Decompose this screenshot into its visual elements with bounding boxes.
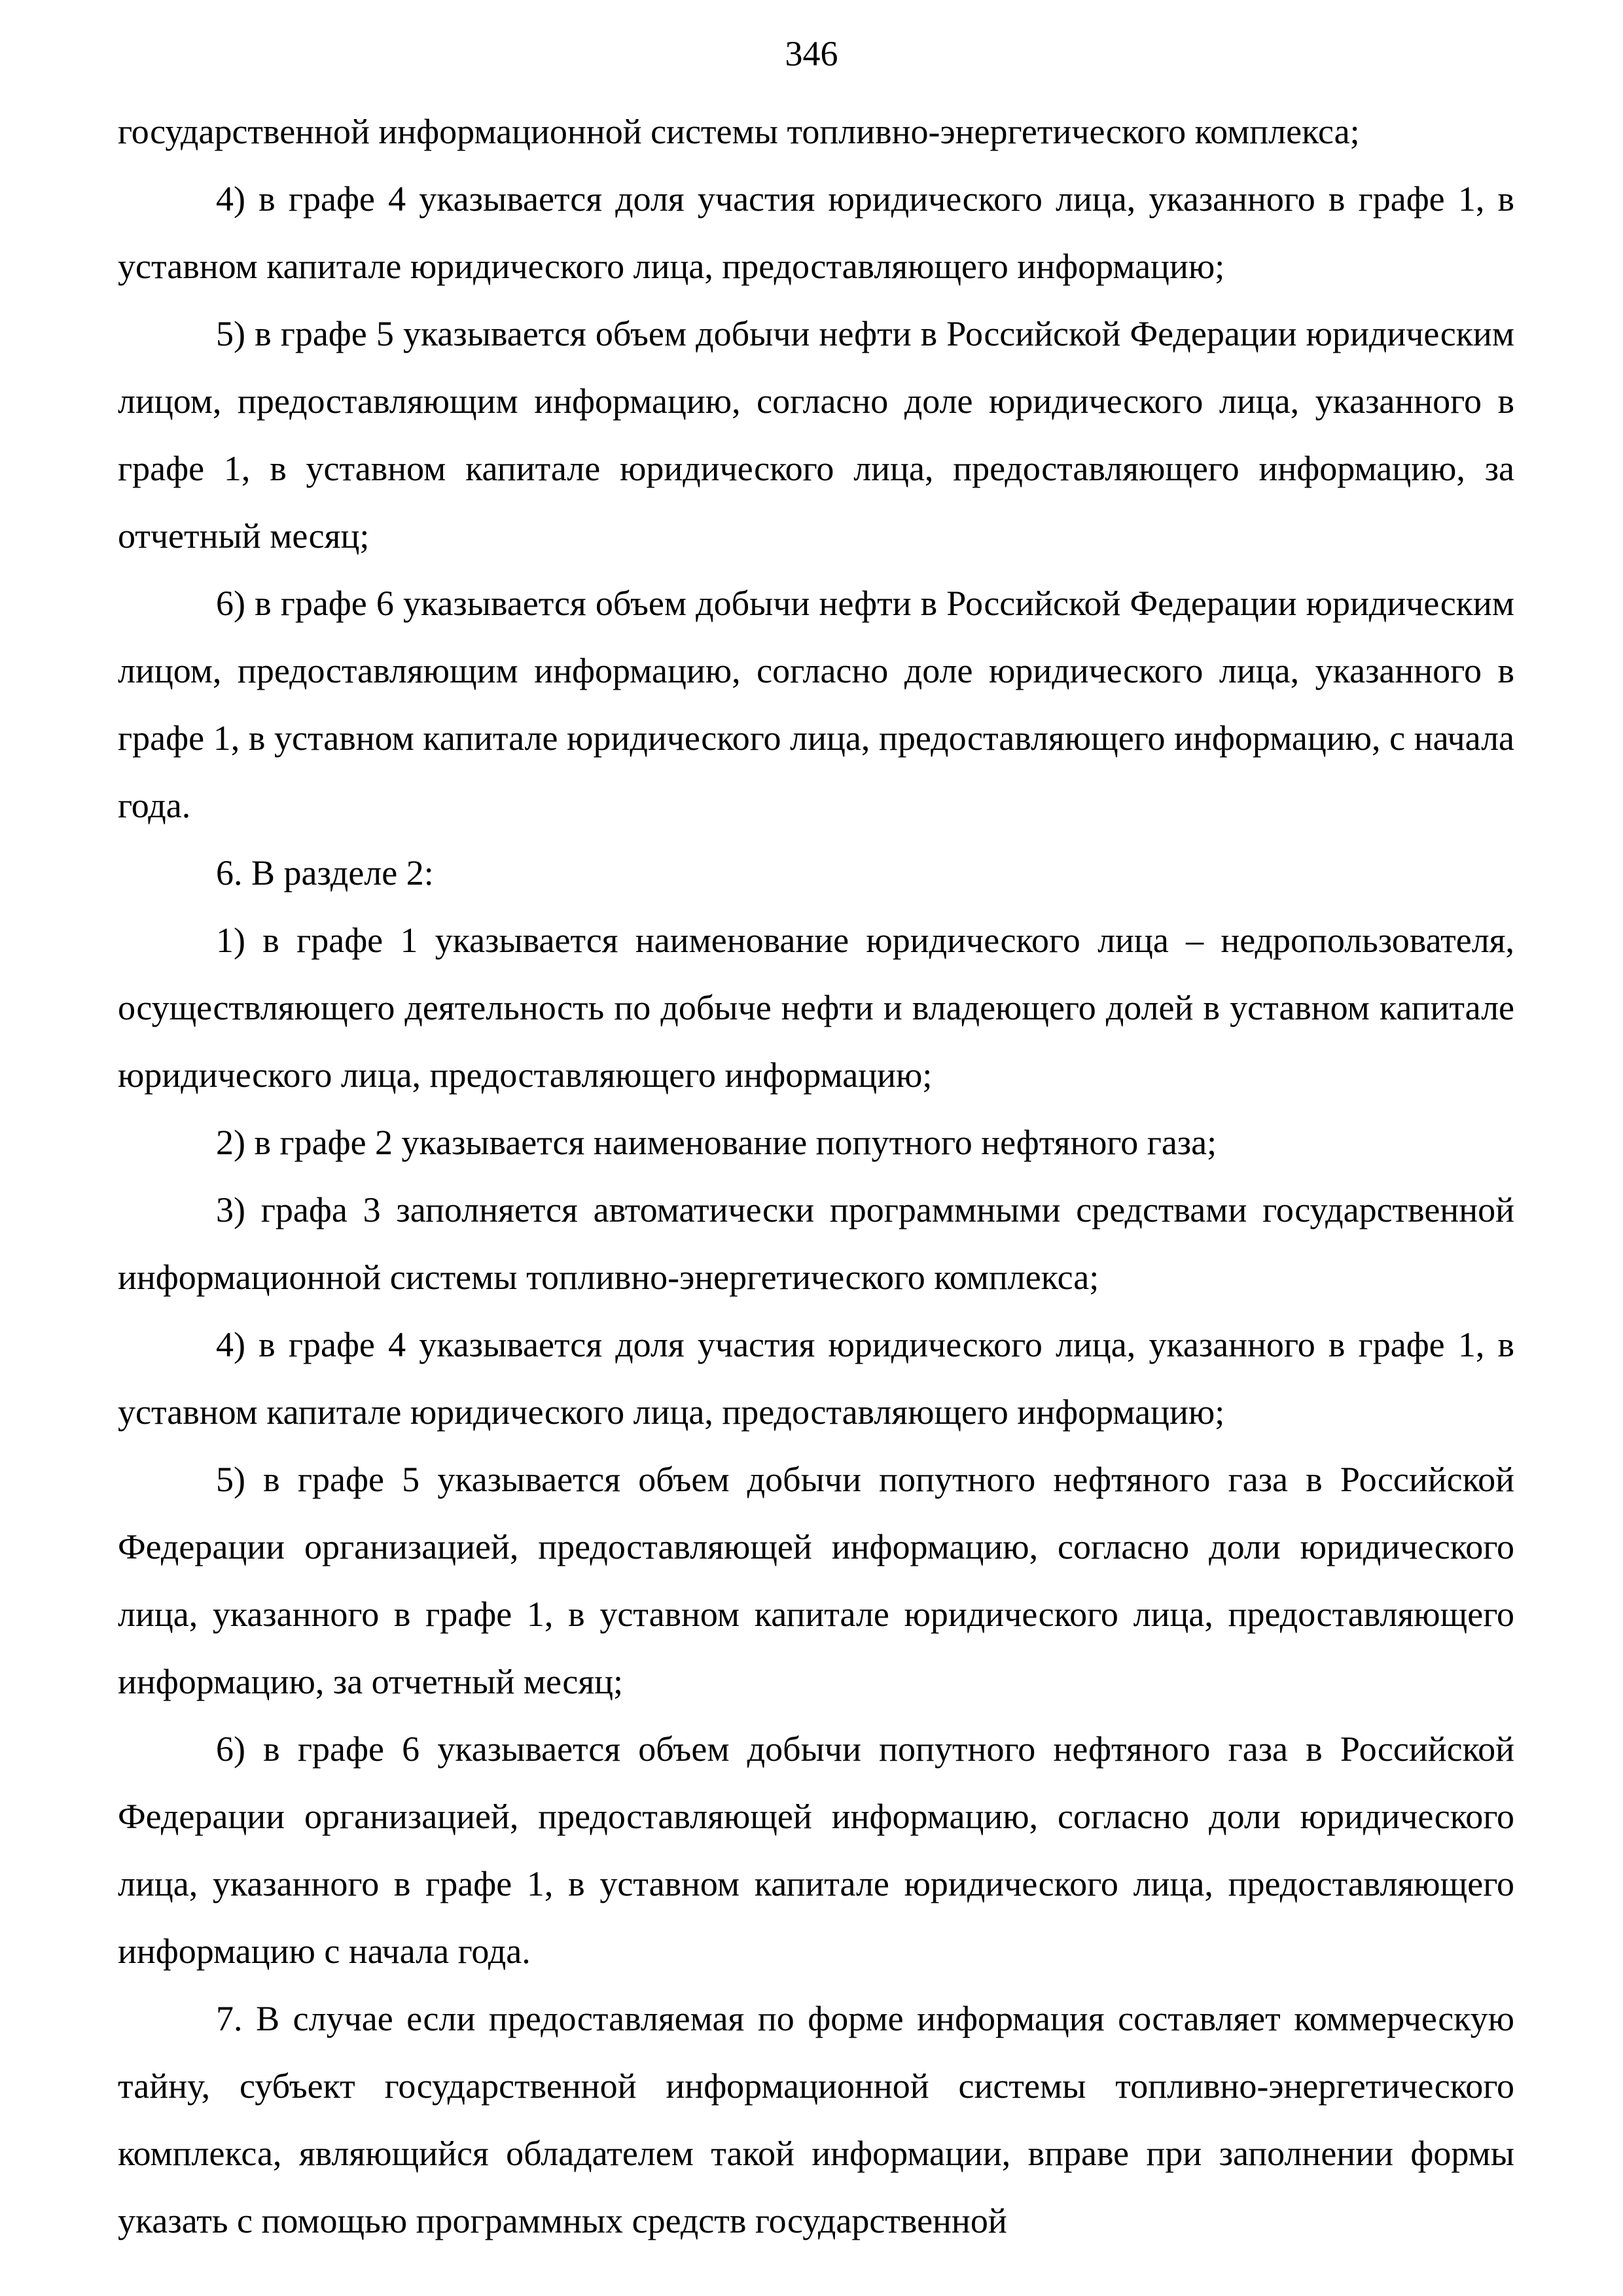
page-number: 346 (785, 34, 838, 73)
paragraph-item-4: 4) в графе 4 указывается доля участия юридического лица, указанного в графе 1, в уставном капитале юридического лица, предоставляющего информацию; (118, 179, 1514, 286)
paragraph-item-7: 7. В случае если предоставляемая по форме информация составляет коммерческую тайну, субъект государственной информационной системы топливно-энергетического комплекса, являющийся обладателем такой информации, вправе при заполнении формы указать с помощью программных средств государственной (118, 1999, 1514, 2240)
paragraph-continuation: государственной информационной системы топливно-энергетического комплекса; (118, 112, 1360, 151)
section-heading-6: 6. В разделе 2: (216, 853, 434, 892)
paragraph-section2-item-2: 2) в графе 2 указывается наименование попутного нефтяного газа; (216, 1123, 1217, 1162)
paragraph-section2-item-4: 4) в графе 4 указывается доля участия юридического лица, указанного в графе 1, в уставном капитале юридического лица, предоставляющего информацию; (118, 1325, 1514, 1432)
paragraph-section2-item-5: 5) в графе 5 указывается объем добычи попутного нефтяного газа в Российской Федерации организацией, предоставляющей информацию, согласно доли юридического лица, указанного в графе 1, в уставном капитале юридического лица, предоставляющего информацию, за отчетный месяц; (118, 1460, 1514, 1701)
document-body (118, 98, 1514, 2255)
paragraph-section2-item-1: 1) в графе 1 указывается наименование юридического лица – недропользователя, осуществляющего деятельность по добыче нефти и владеющего долей в уставном капитале юридического лица, предоставляющего информацию; (118, 921, 1514, 1095)
paragraph-section2-item-3: 3) графа 3 заполняется автоматически программными средствами государственной информационной системы топливно-энергетического комплекса; (118, 1190, 1514, 1297)
paragraph-item-5: 5) в графе 5 указывается объем добычи нефти в Российской Федерации юридическим лицом, предоставляющим информацию, согласно доле юридического лица, указанного в графе 1, в уставном капитале юридического лица, предоставляющего информацию, за отчетный месяц; (118, 314, 1514, 556)
paragraph-item-6: 6) в графе 6 указывается объем добычи нефти в Российской Федерации юридическим лицом, предоставляющим информацию, согласно доле юридического лица, указанного в графе 1, в уставном капитале юридического лица, предоставляющего информацию, с начала года. (118, 584, 1514, 825)
paragraph-section2-item-6: 6) в графе 6 указывается объем добычи попутного нефтяного газа в Российской Федерации организацией, предоставляющей информацию, согласно доли юридического лица, указанного в графе 1, в уставном капитале юридического лица, предоставляющего информацию с начала года. (118, 1729, 1514, 1971)
